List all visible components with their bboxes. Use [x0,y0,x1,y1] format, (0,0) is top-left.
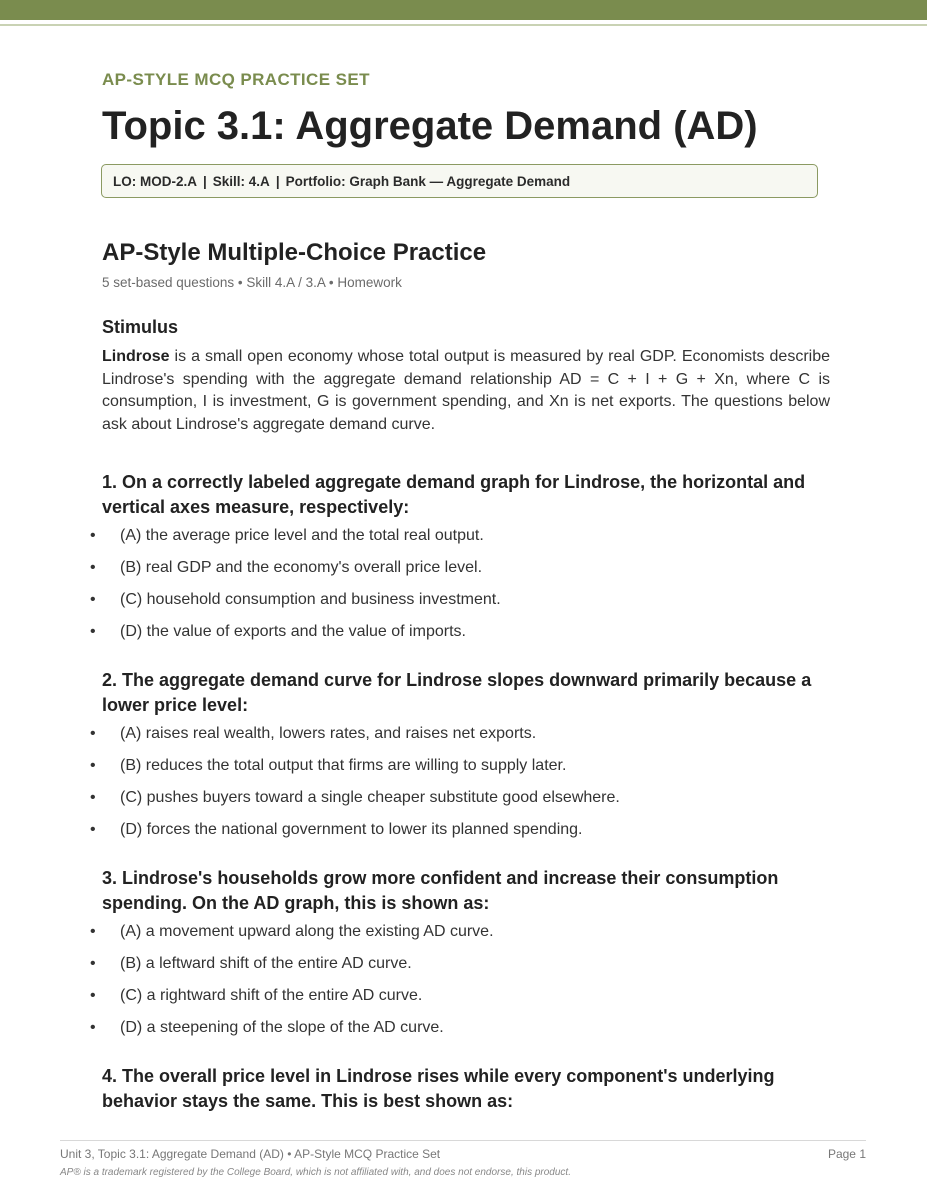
section-subtitle: 5 set-based questions • Skill 4.A / 3.A • Homework [102,275,402,290]
bullet-icon: • [90,789,96,806]
choice-text: (D) forces the national government to lower its planned spending. [120,821,583,838]
bullet-icon: • [90,559,96,576]
top-accent-rule [0,24,927,26]
answer-choices [90,724,830,840]
choice-text: (B) reduces the total output that firms are willing to supply later. [120,757,567,774]
choice-text: (C) pushes buyers toward a single cheaper substitute good elsewhere. [120,789,620,806]
bullet-icon: • [90,821,96,838]
choice-text: (B) real GDP and the economy's overall price level. [120,559,483,576]
choice-text: (B) a leftward shift of the entire AD curve. [120,955,412,972]
answer-choice [90,788,830,808]
footer-running-title: Unit 3, Topic 3.1: Aggregate Demand (AD) • AP-Style MCQ Practice Set [60,1147,441,1161]
trademark-note: AP® is a trademark registered by the College Board, which is not affiliated with, and does not endorse, this product. [60,1167,571,1178]
bullet-icon: • [90,527,96,544]
answer-choice [90,526,830,546]
stimulus-lead: Lindrose [102,348,170,365]
footer-divider [60,1140,866,1141]
meta-separator: | [203,174,207,189]
question-prompt: 4. The overall price level in Lindrose rises while every component's underlying behavior stays the same. This is best shown as: [102,1066,775,1111]
answer-choice [90,724,830,744]
answer-choice [90,756,830,776]
stimulus-heading: Stimulus [102,317,179,337]
answer-choice [90,922,830,942]
stimulus-text: is a small open economy whose total output is measured by real GDP. Economists describe Lindrose's spending with the aggregate demand relationship AD = C + I + G + Xn, where C is consumption, I is investment, G is government spending, and Xn is net exports. The questions below ask about Lindrose's aggregate demand curve. [102,348,830,433]
choice-text: (C) household consumption and business investment. [120,591,501,608]
stimulus-paragraph [102,346,830,436]
question-prompt: 3. Lindrose's households grow more confident and increase their consumption spending. On the AD graph, this is shown as: [102,868,779,913]
portfolio-label: Portfolio: Graph Bank — Aggregate Demand [285,174,571,189]
bullet-icon: • [90,955,96,972]
answer-choices [90,526,830,642]
section-title: AP-Style Multiple-Choice Practice [102,239,487,266]
bullet-icon: • [90,923,96,940]
choice-text: (A) a movement upward along the existing AD curve. [120,923,494,940]
meta-separator: | [275,174,280,189]
answer-choice [90,820,830,840]
skill-code: Skill: 4.A [212,174,270,189]
question-prompt: 1. On a correctly labeled aggregate demand graph for Lindrose, the horizontal and vertical axes measure, respectively: [102,472,806,517]
page-title: Topic 3.1: Aggregate Demand (AD) [102,104,758,148]
choice-text: (A) raises real wealth, lowers rates, and raises net exports. [120,725,537,742]
top-accent-bar [0,0,927,20]
page-number: Page 1 [827,1147,866,1161]
question-prompt: 2. The aggregate demand curve for Lindrose slopes downward primarily because a lower price level: [102,670,812,715]
choice-text: (A) the average price level and the total real output. [120,527,484,544]
choice-text: (D) the value of exports and the value of imports. [120,623,466,640]
objective-meta-box [101,164,818,198]
bullet-icon: • [90,987,96,1004]
answer-choice [90,590,830,610]
answer-choice [90,986,830,1006]
doc-eyebrow: AP-STYLE MCQ PRACTICE SET [102,70,370,89]
answer-choice [90,558,830,578]
bullet-icon: • [90,1019,96,1036]
bullet-icon: • [90,725,96,742]
answer-choice [90,954,830,974]
document-body [90,70,830,1114]
bullet-icon: • [90,757,96,774]
bullet-icon: • [90,591,96,608]
choice-text: (C) a rightward shift of the entire AD curve. [120,987,423,1004]
answer-choice [90,622,830,642]
bullet-icon: • [90,623,96,640]
answer-choices [90,922,830,1038]
learning-objective: LO: MOD-2.A [113,174,197,189]
answer-choice [90,1018,830,1038]
choice-text: (D) a steepening of the slope of the AD curve. [120,1019,444,1036]
